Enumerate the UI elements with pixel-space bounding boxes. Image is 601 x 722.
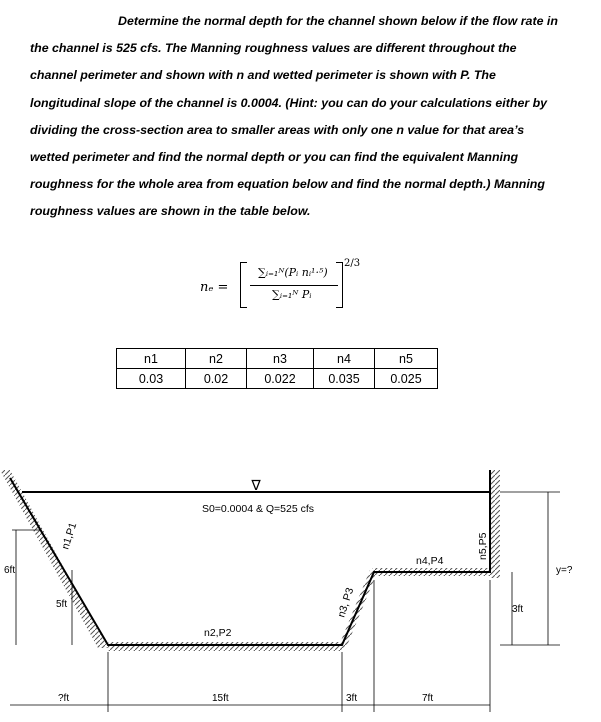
bottom-unknown-label: ?ft xyxy=(58,693,70,704)
table-value-n3: 0.022 xyxy=(247,369,314,389)
channel-cross-section xyxy=(0,470,601,722)
n1-p1-label: n1,P1 xyxy=(59,521,80,551)
n3-p3-label: n3, P3 xyxy=(335,586,357,619)
dim-y-label: y=? xyxy=(556,565,573,576)
table-header-n2: n2 xyxy=(186,349,247,369)
n2-p2-label: n2,P2 xyxy=(204,627,232,639)
water-level-symbol: ∇ xyxy=(251,477,261,493)
formula-lhs: nₑ = xyxy=(200,280,229,295)
problem-line-6: wetted perimeter and find the normal depth or you can find the equivalent Manning xyxy=(30,150,519,165)
formula-exponent: 2/3 xyxy=(344,258,361,269)
table-header-row xyxy=(117,349,438,369)
table-value-row xyxy=(117,369,438,389)
table-header-n4: n4 xyxy=(314,349,375,369)
formula-left-bracket xyxy=(240,262,247,308)
problem-line-5: dividing the cross-section area to smaller areas with only one n value for that area’s xyxy=(30,122,525,137)
formula-denominator: ∑ᵢ₌₁ᴺ Pᵢ xyxy=(272,288,312,301)
table-value-n5: 0.025 xyxy=(375,369,438,389)
problem-line-2: the channel is 525 cfs. The Manning roughness values are different throughout the xyxy=(30,41,517,56)
bed-roughness xyxy=(108,642,342,651)
right-wall-roughness xyxy=(490,470,500,578)
flow-label: S0=0.0004 & Q=525 cfs xyxy=(201,503,315,515)
problem-line-4: longitudinal slope of the channel is 0.0004. (Hint: you can do your calculations either by xyxy=(30,95,548,110)
table-header-n3: n3 xyxy=(247,349,314,369)
dim-5ft-label: 5ft xyxy=(56,599,68,610)
problem-line-8: roughness values are shown in the table below. xyxy=(30,204,311,219)
table-header-n1: n1 xyxy=(117,349,186,369)
formula-fraction-bar xyxy=(250,285,338,286)
table-value-n2: 0.02 xyxy=(186,369,247,389)
n4-p4-label: n4,P4 xyxy=(416,555,444,567)
manning-values-table xyxy=(116,348,438,389)
formula-numerator: ∑ᵢ₌₁ᴺ(Pᵢ nᵢ¹·⁵) xyxy=(258,266,328,279)
problem-line-1: Determine the normal depth for the channel shown below if the flow rate in xyxy=(118,14,558,28)
bottom-3ft-label: 3ft xyxy=(346,693,358,704)
dim-6ft-label: 6ft xyxy=(4,565,16,576)
bottom-7ft-label: 7ft xyxy=(422,693,434,704)
bottom-15ft-label: 15ft xyxy=(212,693,229,704)
table-value-n4: 0.035 xyxy=(314,369,375,389)
problem-statement xyxy=(30,8,590,226)
problem-line-3: channel perimeter and shown with n and wetted perimeter is shown with P. The xyxy=(30,68,496,83)
n5-p5-label: n5,P5 xyxy=(477,532,489,560)
dim-3ft-label: 3ft xyxy=(512,604,524,615)
table-value-n1: 0.03 xyxy=(117,369,186,389)
formula-right-bracket xyxy=(336,262,343,308)
problem-line-7: roughness for the whole area from equation below and find the normal depth.) Manning xyxy=(30,177,545,192)
manning-equivalent-formula xyxy=(200,258,390,320)
table-header-n5: n5 xyxy=(375,349,438,369)
